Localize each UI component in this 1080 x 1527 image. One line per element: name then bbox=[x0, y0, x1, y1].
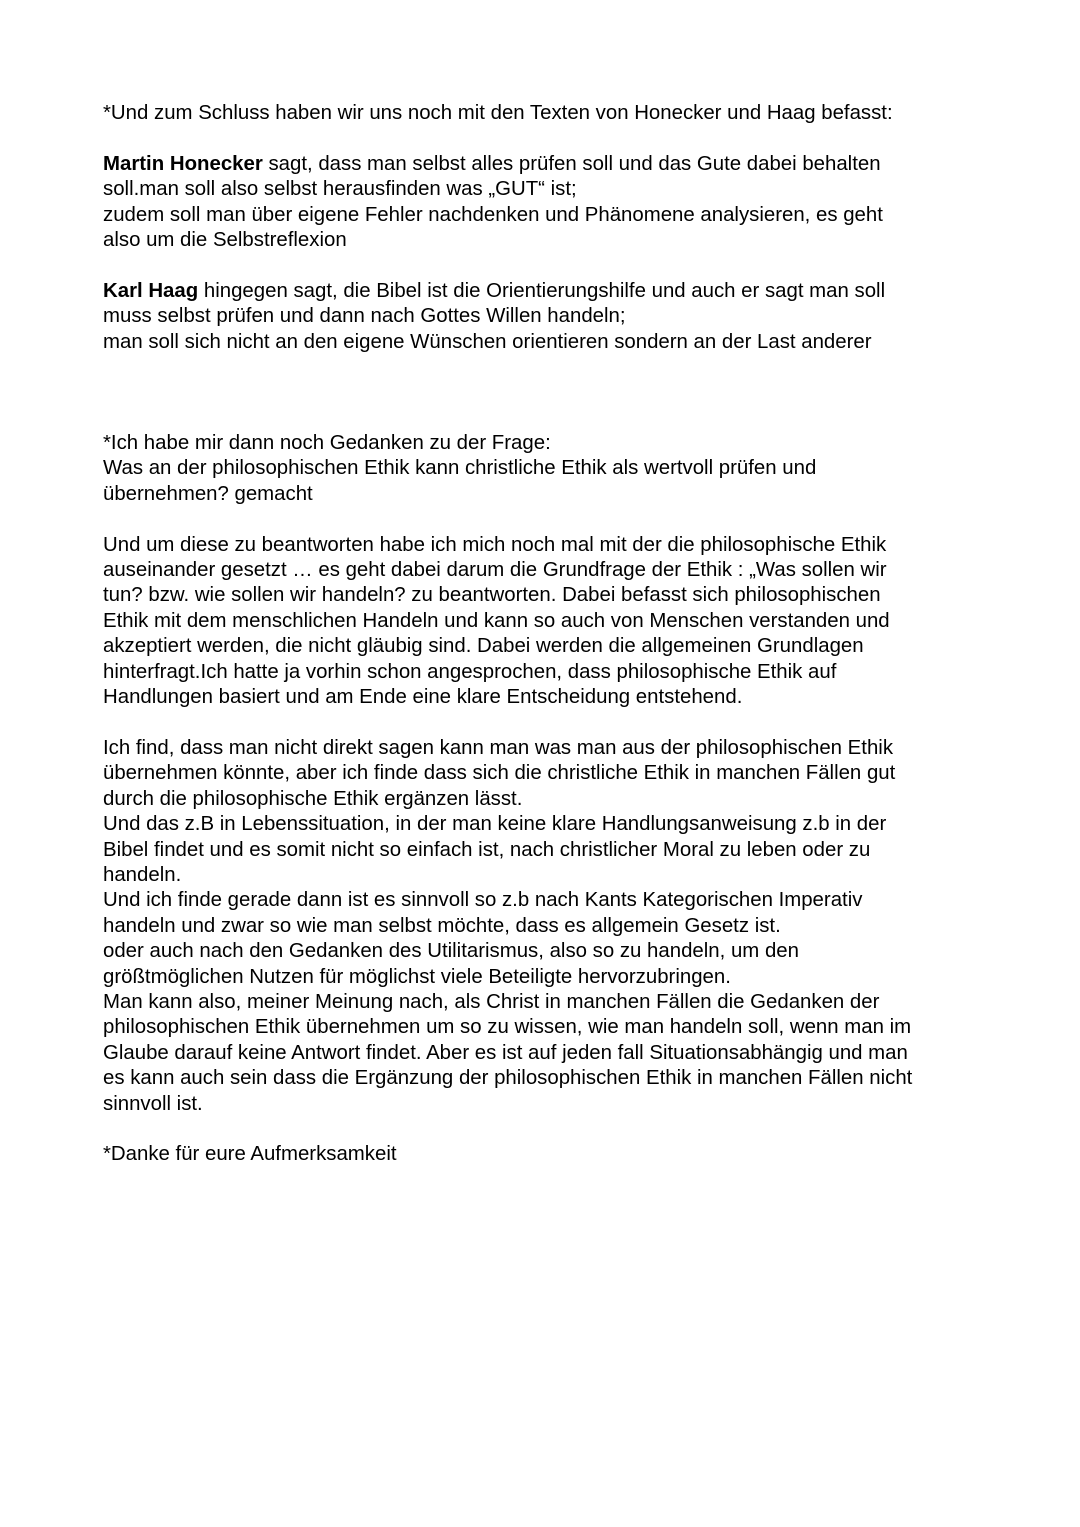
body-paragraph-2: Ich find, dass man nicht direkt sagen kann man was man aus der philosophischen Ethik übernehmen könnte, aber ich finde dass sich die christliche Ethik in manchen Fällen gut durch die philosophische Ethik ergänzen lässt. Und das z.B in Lebenssituation, in der man keine klare Handlungsanweisung z.b in der Bibel findet und es somit nicht so einfach ist, nach christlicher Moral zu leben oder zu handeln. Und ich finde gerade dann ist es sinnvoll so z.b nach Kants Kategorischen Imperativ handeln und zwar so wie man selbst möchte, dass es allgemein Gesetz ist. oder auch nach den Gedanken des Utilitarismus, also so zu handeln, um den größtmöglichen Nutzen für möglichst viele Beteiligte hervorzubringen. Man kann also, meiner Meinung nach, als Christ in manchen Fällen die Gedanken der philosophischen Ethik übernehmen um so zu wissen, wie man handeln soll, wenn man im Glaube darauf keine Antwort findet. Aber es ist auf jeden fall Situationsabhängig und man es kann auch sein dass die Ergänzung der philosophischen Ethik in manchen Fällen nicht sinnvoll ist. bbox=[103, 736, 913, 1115]
spacer bbox=[103, 710, 983, 735]
haag-text: hingegen sagt, die Bibel ist die Orientierungshilfe und auch er sagt man soll muss selbst prüfen und dann nach Gottes Willen handeln; man soll sich nicht an den eigene Wünschen orientieren sondern an der Last anderer bbox=[103, 279, 886, 353]
spacer bbox=[103, 507, 983, 532]
haag-name: Karl Haag bbox=[103, 279, 199, 302]
honecker-text: sagt, dass man selbst alles prüfen soll und das Gute dabei behalten soll.man soll also selbst herausfinden was „GUT“ ist; zudem soll man über eigene Fehler nachdenken und Phänomene analysieren, es geht also um die Selbstreflexion bbox=[103, 152, 883, 252]
haag-paragraph bbox=[103, 279, 983, 355]
honecker-name: Martin Honecker bbox=[103, 152, 263, 175]
question-paragraph: *Ich habe mir dann noch Gedanken zu der Frage: Was an der philosophischen Ethik kann christliche Ethik als wertvoll prüfen und übernehmen? gemacht bbox=[103, 432, 817, 505]
body-paragraph-1: Und um diese zu beantworten habe ich mich noch mal mit der die philosophische Ethik auseinander gesetzt … es geht dabei darum die Grundfrage der Ethik : „Was sollen wir tun? bzw. wie sollen wir handeln? zu beantworten. Dabei befasst sich philosophischen Ethik mit dem menschlichen Handeln und kann so auch von Menschen verstanden und akzeptiert werden, die nicht gläubig sind. Dabei werden die allgemeinen Grundlagen hinterfragt.Ich hatte ja vorhin schon angesprochen, dass philosophische Ethik auf Handlungen basiert und am Ende eine klare Entscheidung entstehend. bbox=[103, 533, 890, 709]
closing-paragraph: *Danke für eure Aufmerksamkeit bbox=[103, 1143, 397, 1166]
spacer bbox=[103, 126, 983, 151]
intro-paragraph: *Und zum Schluss haben wir uns noch mit den Texten von Honecker und Haag befasst: bbox=[103, 102, 893, 124]
honecker-paragraph bbox=[103, 152, 983, 254]
spacer bbox=[103, 355, 983, 431]
spacer bbox=[103, 253, 983, 278]
document-body bbox=[103, 101, 983, 1168]
spacer bbox=[103, 1117, 983, 1142]
